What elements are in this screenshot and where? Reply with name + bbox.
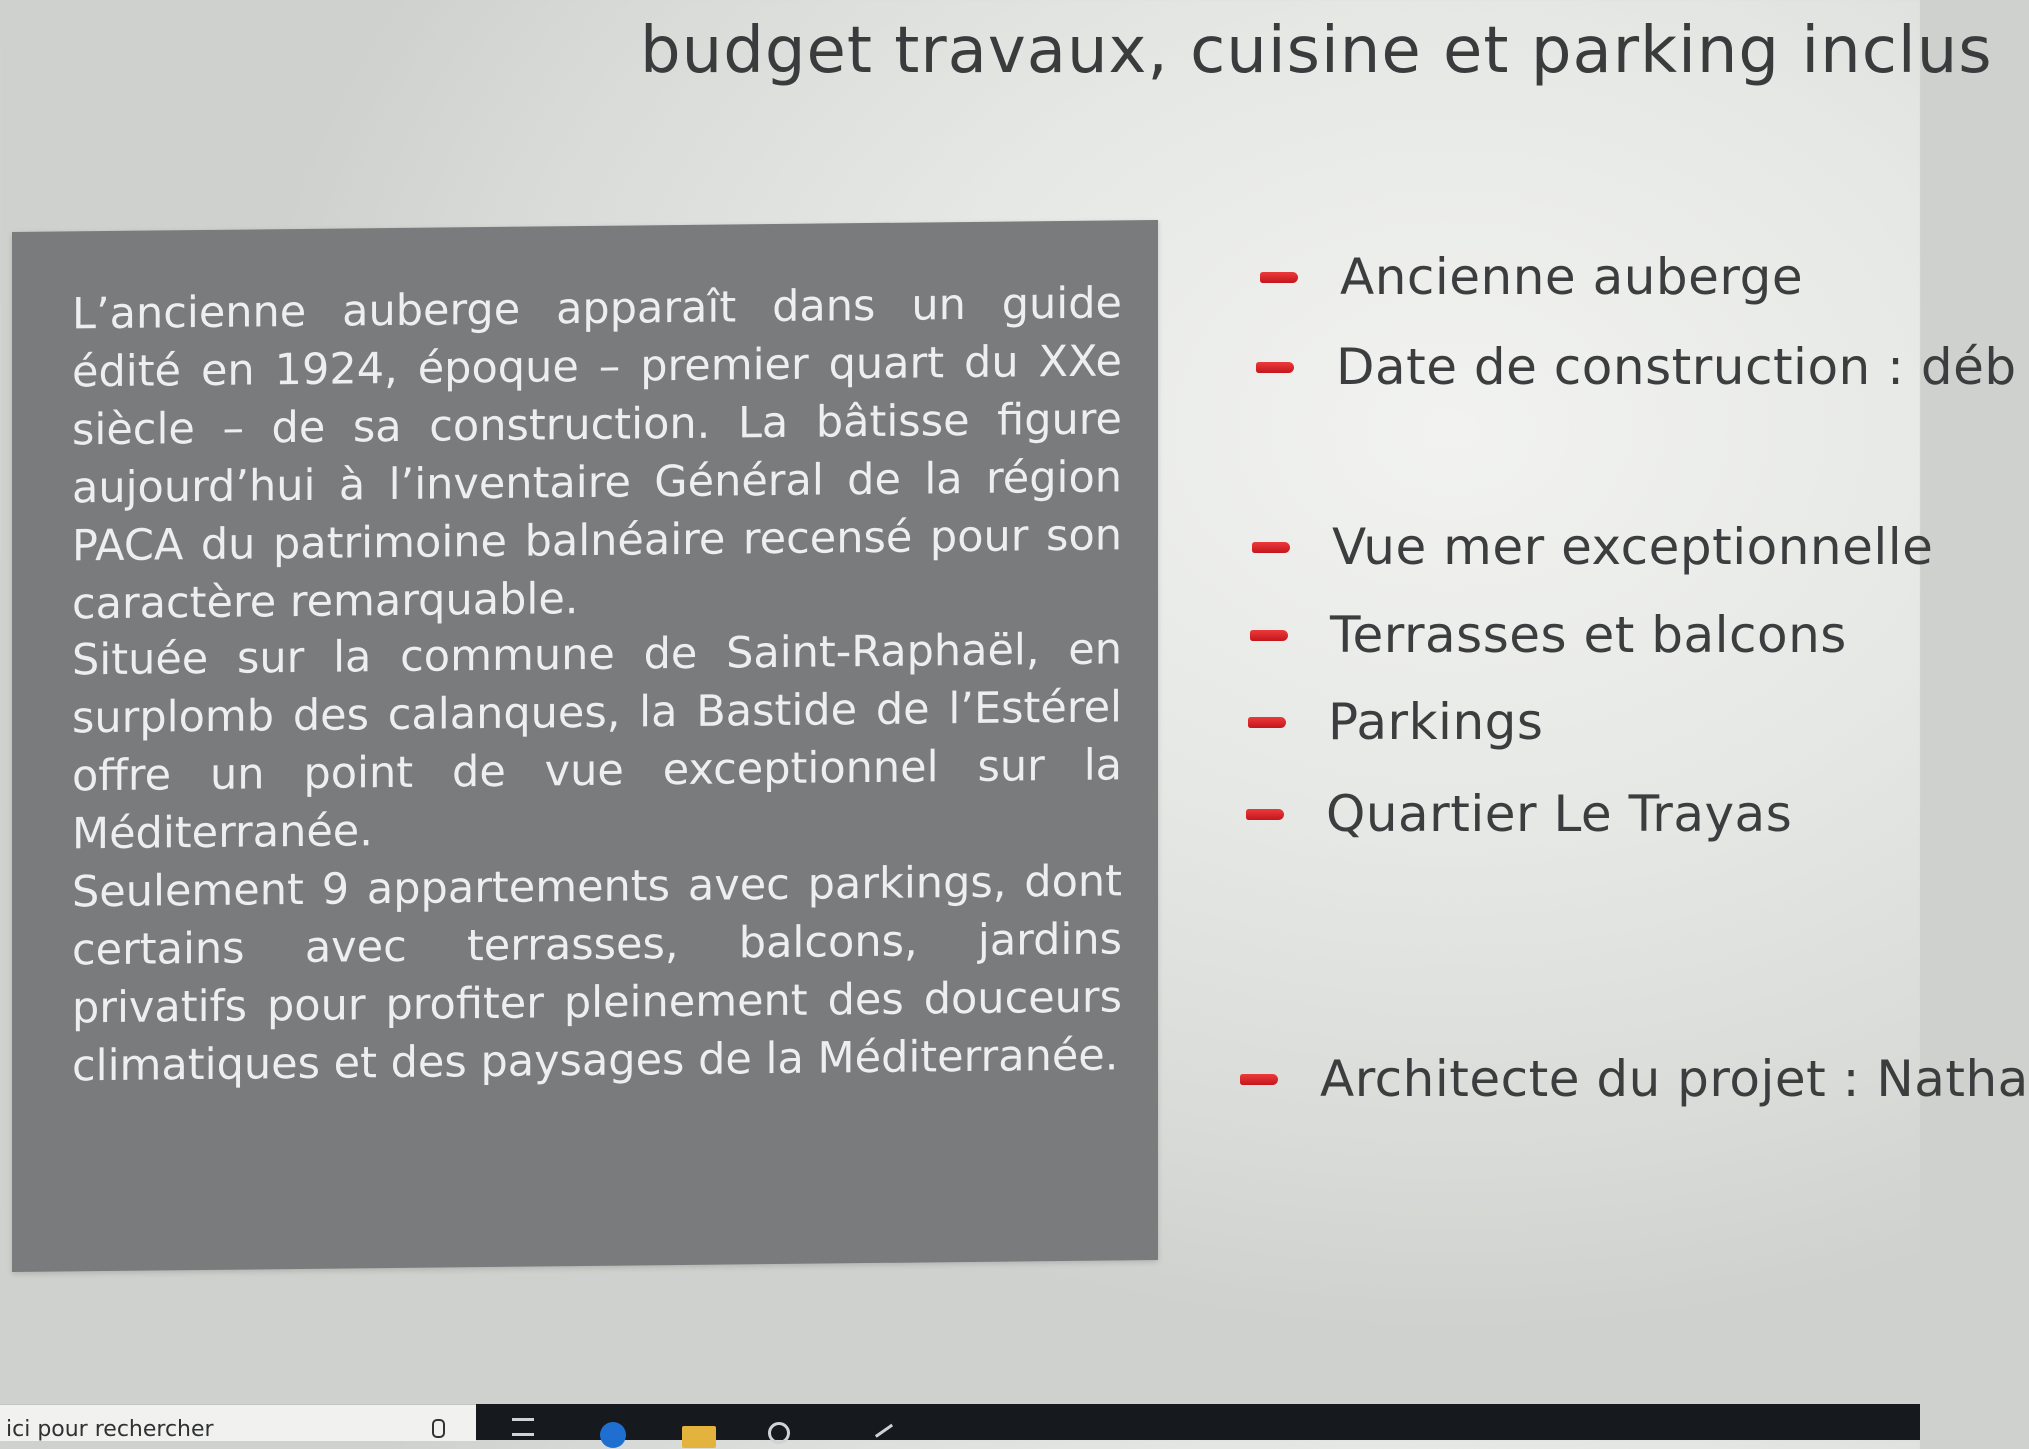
feature-item xyxy=(1260,248,1803,306)
slide-title: budget travaux, cuisine et parking inclus xyxy=(640,14,1993,88)
feature-label: Terrasses et balcons xyxy=(1330,606,1847,664)
history-paragraph: L’ancienne auberge apparaît dans un guide édité en 1924, époque – premier quart du XXe siècle – de sa construction. La bâtisse figure aujourd’hui à l’inventaire Général de la région PACA du patrimoine balnéaire recensé pour son caractère remarquable. xyxy=(72,278,1122,630)
store-icon[interactable] xyxy=(768,1422,790,1444)
feature-label: Quartier Le Trayas xyxy=(1326,785,1793,843)
feature-item xyxy=(1248,693,1543,751)
file-explorer-icon[interactable] xyxy=(682,1426,716,1448)
location-paragraph: Située sur la commune de Saint-Raphaël, en surplomb des calanques, la Bastide de l’Estérel offre un point de vue exceptionnel sur la Méditerranée. xyxy=(72,624,1122,860)
red-bullet-icon xyxy=(1260,272,1298,283)
feature-label: Architecte du projet : Natha xyxy=(1320,1050,2029,1108)
feature-item xyxy=(1250,606,1847,664)
microphone-icon[interactable] xyxy=(432,1419,445,1438)
feature-item xyxy=(1252,518,1933,576)
red-bullet-icon xyxy=(1256,362,1294,373)
description-panel xyxy=(12,220,1158,1272)
red-bullet-icon xyxy=(1248,717,1286,728)
feature-list xyxy=(1240,0,2029,1300)
taskbar-search-box[interactable] xyxy=(0,1404,476,1441)
feature-label: Parkings xyxy=(1328,693,1544,751)
windows-taskbar xyxy=(0,1404,1920,1440)
search-placeholder: ici pour rechercher xyxy=(6,1417,214,1442)
red-bullet-icon xyxy=(1246,809,1284,820)
feature-label: Vue mer exceptionnelle xyxy=(1332,518,1934,576)
feature-item xyxy=(1256,338,2017,396)
edge-browser-icon[interactable] xyxy=(600,1422,626,1448)
task-view-icon[interactable] xyxy=(512,1418,534,1436)
feature-item xyxy=(1240,1050,2029,1108)
red-bullet-icon xyxy=(1240,1074,1278,1085)
red-bullet-icon xyxy=(1250,630,1288,641)
feature-label: Date de construction : déb xyxy=(1336,338,2017,396)
apartments-paragraph: Seulement 9 appartements avec parkings, dont certains avec terrasses, balcons, jardins privatifs pour profiter pleinement des douceurs climatiques et des paysages de la Méditerranée. xyxy=(72,856,1122,1092)
app-icon[interactable] xyxy=(875,1424,901,1449)
red-bullet-icon xyxy=(1252,542,1290,553)
taskbar-apps xyxy=(476,1404,1920,1440)
feature-item xyxy=(1246,785,1792,843)
feature-label: Ancienne auberge xyxy=(1340,248,1804,306)
